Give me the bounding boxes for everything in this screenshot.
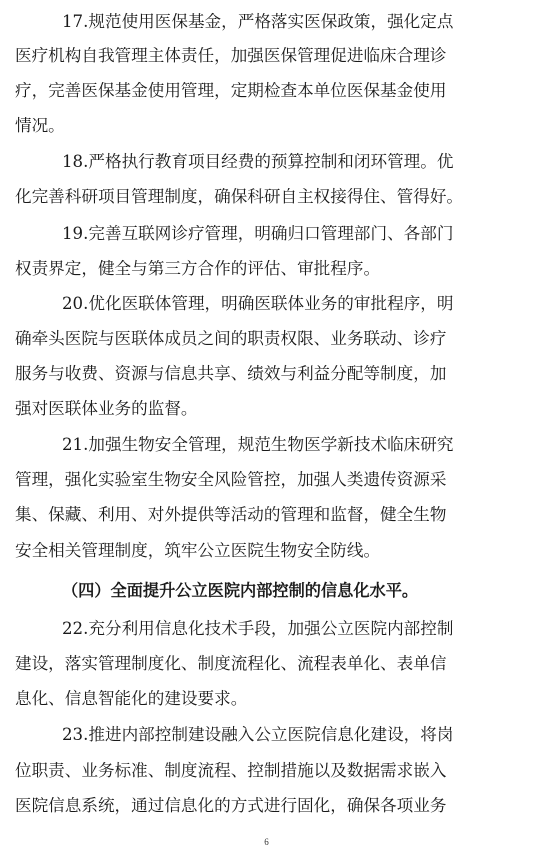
text-line: 医疗机构自我管理主体责任，加强医保管理促进临床合理诊 [15, 46, 447, 65]
text-line: 21.加强生物安全管理，规范生物医学新技术临床研究 [62, 435, 454, 454]
text-line: 化完善科研项目管理制度，确保科研自主权接得住、管得好。 [15, 187, 464, 206]
page-number: 6 [264, 837, 269, 847]
text-line: 情况。 [15, 116, 65, 135]
text-line: 建设，落实管理制度化、制度流程化、流程表单化、表单信 [15, 654, 447, 673]
section-heading: （四）全面提升公立医院内部控制的信息化水平。 [62, 581, 419, 600]
text-line: 18.严格执行教育项目经费的预算控制和闭环管理。优 [62, 152, 454, 171]
text-line: 安全相关管理制度，筑牢公立医院生物安全防线。 [15, 541, 381, 560]
text-line: 位职责、业务标准、制度流程、控制措施以及数据需求嵌入 [15, 761, 447, 780]
text-line: 17.规范使用医保基金，严格落实医保政策，强化定点 [62, 12, 454, 31]
text-line: 管理，强化实验室生物安全风险管控，加强人类遗传资源采 [15, 470, 447, 489]
text-line: 20.优化医联体管理，明确医联体业务的审批程序，明 [62, 294, 454, 313]
text-line: 服务与收费、资源与信息共享、绩效与利益分配等制度，加 [15, 364, 447, 383]
text-line: 医院信息系统，通过信息化的方式进行固化，确保各项业务 [15, 796, 447, 815]
text-line: 集、保藏、利用、对外提供等活动的管理和监督，健全生物 [15, 505, 447, 524]
text-line: 确牵头医院与医联体成员之间的职责权限、业务联动、诊疗 [15, 329, 447, 348]
text-line: 疗，完善医保基金使用管理，定期检查本单位医保基金使用 [15, 81, 447, 100]
text-line: 强对医联体业务的监督。 [15, 399, 198, 418]
text-line: 息化、信息智能化的建设要求。 [15, 689, 248, 708]
text-line: 22.充分利用信息化技术手段，加强公立医院内部控制 [62, 619, 454, 638]
text-line: 权责界定，健全与第三方合作的评估、审批程序。 [15, 259, 381, 278]
text-line: 23.推进内部控制建设融入公立医院信息化建设，将岗 [62, 725, 454, 744]
text-line: 19.完善互联网诊疗管理，明确归口管理部门、各部门 [62, 224, 454, 243]
